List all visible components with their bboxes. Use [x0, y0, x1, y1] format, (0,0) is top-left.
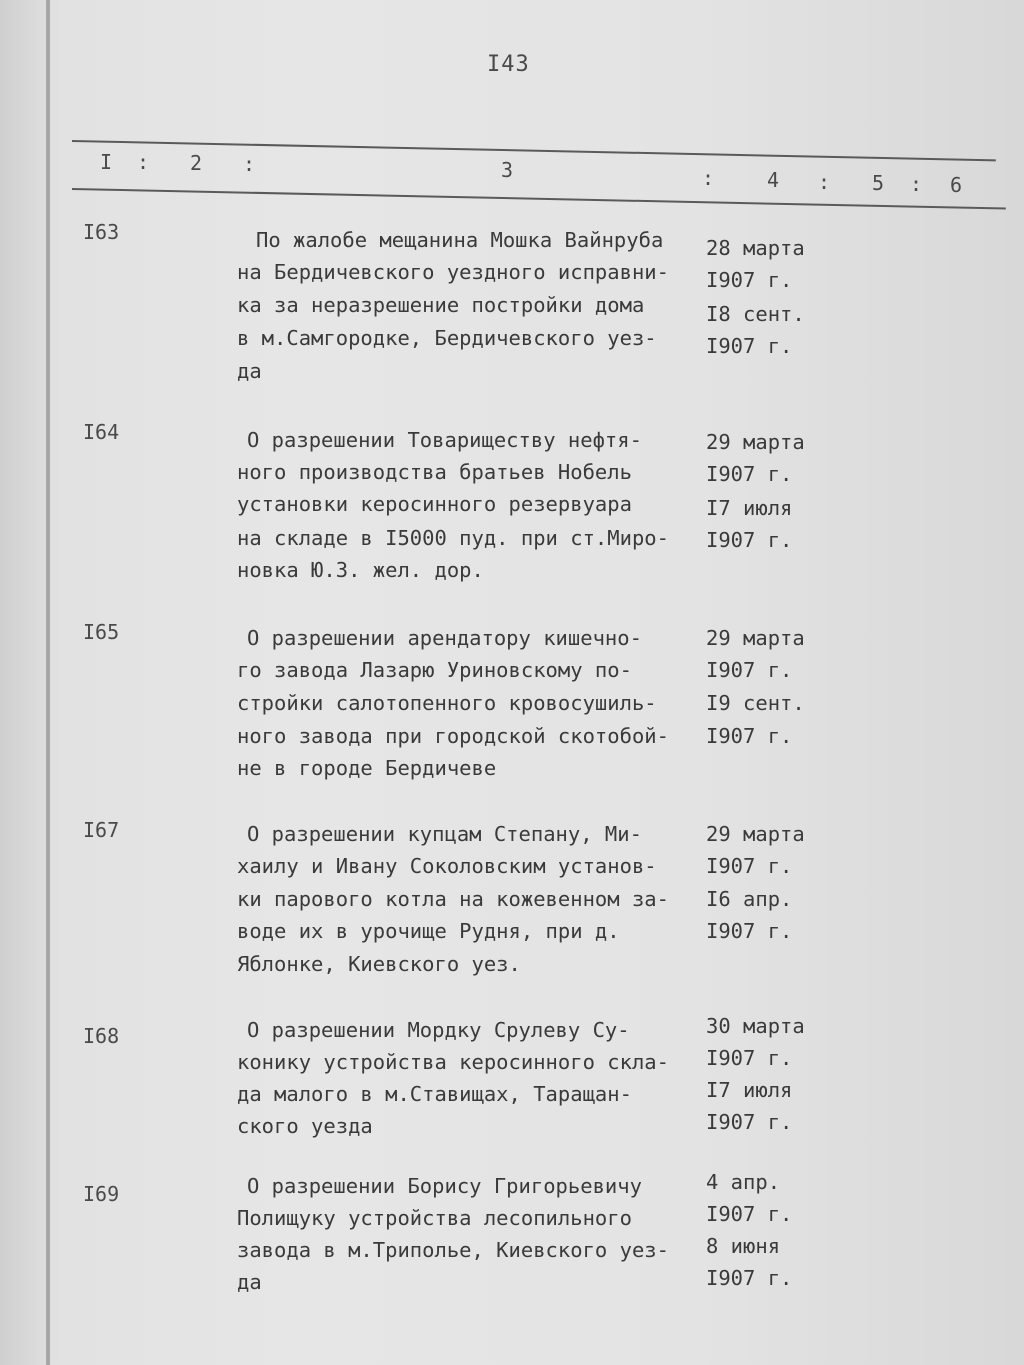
header-col-2: 2 [190, 151, 203, 175]
entry-date: I907 г. [706, 1110, 793, 1134]
entry-text-line: на складе в I5000 пуд. при ст.Миро- [237, 526, 669, 550]
entry-date: I9 сент. [706, 691, 805, 715]
entry-date: I907 г. [706, 462, 793, 486]
entry-date: I907 г. [706, 334, 793, 358]
entry-text-line: стройки салотопенного кровосушиль- [237, 691, 657, 715]
header-separator: : [702, 166, 715, 190]
entry-date: 8 июня [706, 1234, 781, 1258]
entry-text-line: ского уезда [237, 1114, 373, 1138]
entry-text-line: ного производства братьев Нобель [237, 460, 632, 484]
entry-date: 4 апр. [706, 1170, 781, 1194]
entry-date: I907 г. [706, 658, 793, 682]
entry-text-line: О разрешении купцам Степану, Ми- [247, 822, 642, 846]
entry-text-line: ка за неразрешение постройки дома [237, 293, 645, 317]
entry-text-line: О разрешении Товариществу нефтя- [247, 428, 642, 452]
header-separator: : [910, 172, 923, 196]
entry-date: 29 марта [706, 626, 805, 650]
entry-text-line: воде их в урочище Рудня, при д. [237, 919, 620, 943]
entry-date: 30 марта [706, 1014, 805, 1038]
binding-edge [46, 0, 50, 1365]
entry-text-line: ки парового котла на кожевенном за- [237, 887, 669, 911]
entry-text-line: О разрешении Борису Григорьевичу [247, 1174, 642, 1198]
entry-date: I907 г. [706, 268, 793, 292]
entry-text-line: не в городе Бердичеве [237, 756, 497, 780]
entry-text-line: О разрешении Мордку Срулеву Су- [247, 1018, 630, 1042]
entry-date: I907 г. [706, 854, 793, 878]
entry-number: I63 [83, 220, 120, 244]
entry-date: I7 июля [706, 496, 793, 520]
header-col-4: 4 [767, 168, 780, 192]
header-separator: : [243, 152, 256, 176]
entry-date: I7 июля [706, 1078, 793, 1102]
page-number: I43 [487, 52, 530, 77]
entry-date: I8 сент. [706, 302, 805, 326]
entry-date: 28 марта [706, 236, 805, 260]
entry-text-line: на Бердичевского уездного исправни- [237, 260, 669, 284]
entry-number: I64 [83, 420, 120, 444]
entry-text-line: да [237, 359, 262, 383]
entry-date: I907 г. [706, 919, 793, 943]
entry-date: 29 марта [706, 430, 805, 454]
entry-date: I907 г. [706, 1046, 793, 1070]
entry-text-line: завода в м.Триполье, Киевского уез- [237, 1238, 669, 1262]
header-col-5: 5 [872, 171, 885, 195]
entry-date: 29 марта [706, 822, 805, 846]
entry-text-line: в м.Самгородке, Бердичевского уез- [237, 326, 657, 350]
entry-text-line: Яблонке, Киевского уез. [237, 952, 521, 976]
entry-number: I65 [83, 620, 120, 644]
entry-number: I68 [83, 1024, 120, 1048]
entry-text-line: конику устройства керосинного скла- [237, 1050, 669, 1074]
header-col-3: 3 [501, 158, 514, 182]
entry-text-line: Полищуку устройства лесопильного [237, 1206, 632, 1230]
entry-date: I907 г. [706, 528, 793, 552]
entry-text-line: установки керосинного резервуара [237, 492, 632, 516]
entry-text-line: да малого в м.Ставищах, Таращан- [237, 1082, 632, 1106]
entry-text-line: новка Ю.З. жел. дор. [237, 558, 484, 582]
entry-text-line: По жалобе мещанина Мошка Вайнруба [256, 228, 664, 252]
entry-date: I907 г. [706, 724, 793, 748]
entry-date: I907 г. [706, 1202, 793, 1226]
entry-number: I69 [83, 1182, 120, 1206]
entry-text-line: го завода Лазарю Уриновскому по- [237, 658, 632, 682]
header-separator: : [137, 150, 150, 174]
header-col-6: 6 [950, 173, 963, 197]
entry-number: I67 [83, 818, 120, 842]
header-bottom-rule [72, 188, 1006, 210]
entry-date: I6 апр. [706, 887, 793, 911]
header-top-rule [72, 140, 996, 161]
entry-text-line: О разрешении арендатору кишечно- [247, 626, 642, 650]
header-col-1: I [100, 150, 113, 174]
entry-date: I907 г. [706, 1266, 793, 1290]
header-separator: : [818, 170, 831, 194]
entry-text-line: да [237, 1270, 262, 1294]
entry-text-line: ного завода при городской скотобой- [237, 724, 669, 748]
entry-text-line: хаилу и Ивану Соколовским установ- [237, 854, 657, 878]
